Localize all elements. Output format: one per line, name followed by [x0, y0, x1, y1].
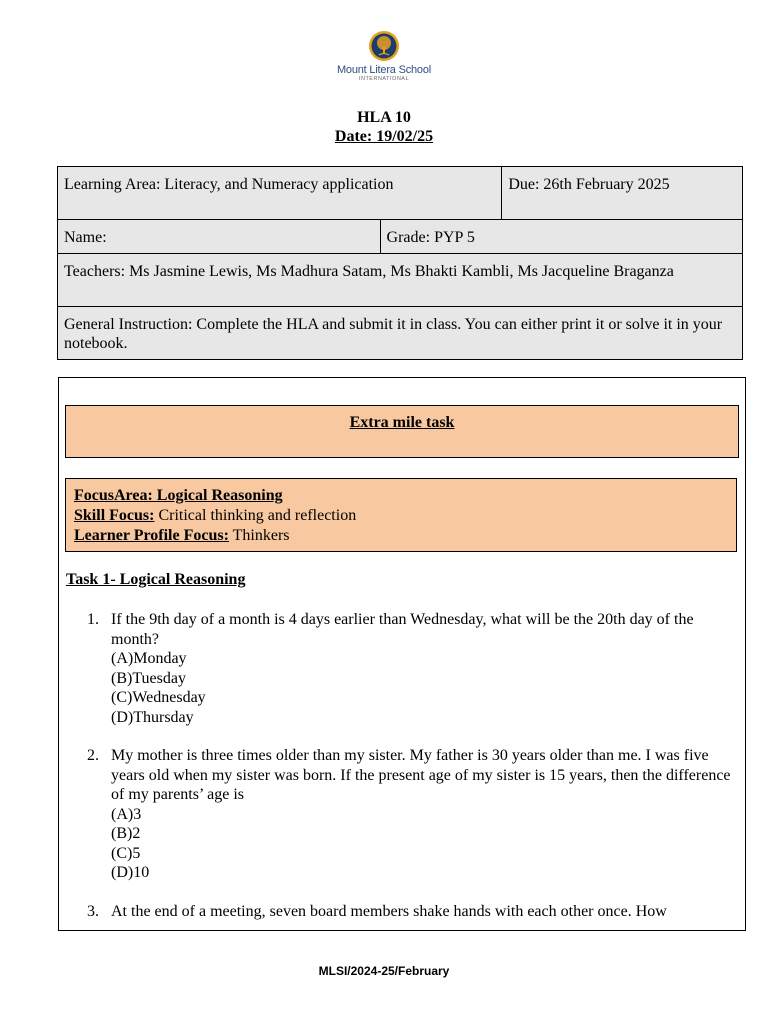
learner-profile-value: Thinkers	[228, 527, 290, 544]
teachers-cell: Teachers: Ms Jasmine Lewis, Ms Madhura Satam, Ms Bhakti Kambli, Ms Jacqueline Braganza	[58, 254, 743, 307]
answer-option: (A)Monday	[111, 650, 187, 667]
question-list	[87, 610, 737, 931]
document-header	[0, 108, 768, 146]
school-logo	[0, 30, 768, 82]
question-number: 2.	[87, 747, 99, 764]
info-table	[57, 166, 743, 360]
name-cell: Name:	[58, 220, 381, 254]
answer-option: (B)Tuesday	[111, 669, 186, 687]
tree-emblem-icon	[368, 30, 400, 62]
general-instruction-cell: General Instruction: Complete the HLA and submit it in class. You can either print it or solve it in your notebook.	[58, 307, 743, 360]
question-item	[87, 610, 737, 727]
extra-mile-title: Extra mile task	[349, 414, 455, 431]
focus-box	[65, 478, 737, 552]
focus-area: FocusArea: Logical Reasoning	[74, 487, 283, 504]
skill-focus-value: Critical thinking and reflection	[154, 507, 357, 524]
document-title: HLA 10	[357, 109, 411, 126]
page-footer: MLSI/2024-25/February	[318, 964, 450, 978]
document-date: Date: 19/02/25	[334, 128, 434, 145]
answer-option: (B)2	[111, 825, 141, 842]
answer-option: (D)10	[111, 864, 150, 881]
answer-option: (D)Thursday	[111, 708, 194, 726]
learner-profile-label: Learner Profile Focus:	[74, 527, 229, 544]
question-number: 1.	[87, 611, 99, 628]
task-heading: Task 1- Logical Reasoning	[66, 571, 246, 588]
learning-area-cell: Learning Area: Literacy, and Numeracy application	[58, 167, 502, 220]
task-content-box	[58, 377, 746, 931]
due-date-cell: Due: 26th February 2025	[502, 167, 743, 220]
skill-focus-line	[74, 506, 736, 526]
answer-option: (C)Wednesday	[111, 689, 206, 706]
logo-school-name: Mount Litera School	[336, 64, 432, 76]
question-text: At the end of a meeting, seven board members shake hands with each other once. How	[111, 902, 667, 920]
question-item	[87, 902, 737, 922]
answer-option: (C)5	[111, 844, 141, 862]
answer-option: (A)3	[111, 805, 142, 823]
question-text: If the 9th day of a month is 4 days earlier than Wednesday, what will be the 20th day of the month?	[111, 611, 694, 648]
extra-mile-banner	[65, 405, 739, 458]
question-item	[87, 746, 737, 883]
logo-subtitle: INTERNATIONAL	[358, 76, 410, 82]
skill-focus-label: Skill Focus:	[74, 507, 155, 524]
question-text: My mother is three times older than my sister. My father is 30 years older than me. I was five years old when my sister was born. If the present age of my sister is 15 years, then the difference of my parents’ age is	[111, 747, 731, 803]
grade-cell: Grade: PYP 5	[380, 220, 742, 254]
learner-profile-line	[74, 526, 736, 546]
question-number: 3.	[87, 902, 99, 920]
